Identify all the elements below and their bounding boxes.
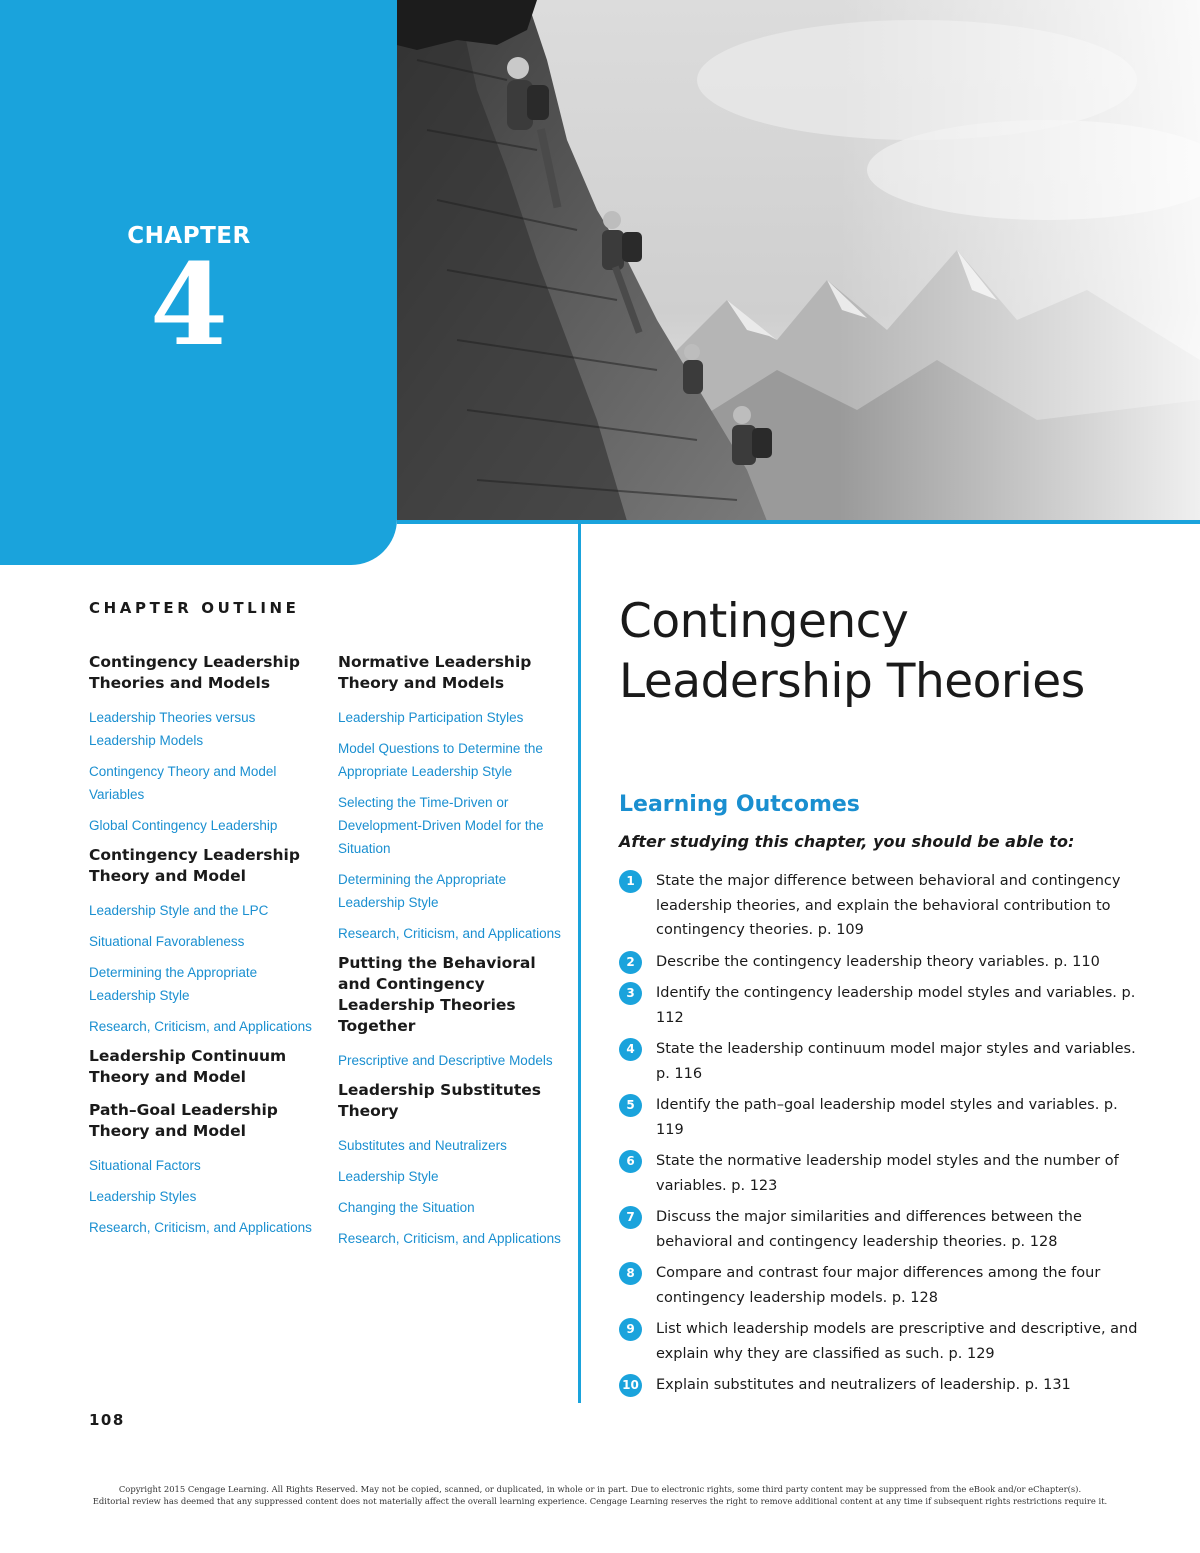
learning-outcome-item — [619, 1317, 1139, 1366]
outline-column-2 — [338, 652, 568, 1258]
outline-heading: CHAPTER OUTLINE — [89, 599, 300, 617]
outcome-number-badge: 3 — [619, 982, 642, 1005]
outline-subitem[interactable]: Research, Criticism, and Applications — [338, 926, 561, 941]
chapter-photo — [397, 0, 1200, 521]
chapter-label: CHAPTER — [127, 223, 251, 249]
chapter-title — [619, 592, 1085, 712]
learning-outcome-item — [619, 1373, 1139, 1398]
chapter-title-line-1: Contingency — [619, 594, 909, 649]
learning-outcome-item — [619, 950, 1139, 975]
outline-subitem[interactable]: Research, Criticism, and Applications — [338, 1231, 561, 1246]
outline-subitem[interactable]: Leadership Style — [338, 1169, 439, 1184]
outline-heading-item: Leadership Substitutes Theory — [338, 1081, 541, 1120]
outcome-text: State the major difference between behavioral and contingency leadership theories, and explain the behavioral contribution to contingency theories. p. 109 — [656, 873, 1121, 938]
outline-heading-item: Normative Leadership Theory and Models — [338, 653, 532, 692]
outline-heading-item: Contingency Leadership Theories and Models — [89, 653, 300, 692]
outcome-number-badge: 7 — [619, 1206, 642, 1229]
outline-subitem[interactable]: Situational Factors — [89, 1158, 201, 1173]
page-number: 108 — [89, 1411, 125, 1429]
outline-subitem[interactable]: Prescriptive and Descriptive Models — [338, 1053, 553, 1068]
outline-subitem[interactable]: Leadership Style and the LPC — [89, 903, 269, 918]
outcome-text: Describe the contingency leadership theory variables. p. 110 — [656, 953, 1100, 970]
learning-outcome-item — [619, 1261, 1139, 1310]
learning-outcome-item — [619, 1205, 1139, 1254]
outcome-number-badge: 2 — [619, 951, 642, 974]
outline-heading-item: Leadership Continuum Theory and Model — [89, 1047, 287, 1086]
outline-subitem[interactable]: Leadership Participation Styles — [338, 710, 524, 725]
outline-subitem[interactable]: Contingency Theory and Model Variables — [89, 764, 277, 802]
learning-outcome-item — [619, 869, 1139, 943]
outline-subitem[interactable]: Determining the Appropriate Leadership Style — [338, 872, 507, 910]
outcome-text: Explain substitutes and neutralizers of leadership. p. 131 — [656, 1377, 1071, 1393]
outline-subitem[interactable]: Leadership Styles — [89, 1189, 197, 1204]
outcome-text: Identify the path–goal leadership model styles and variables. p. 119 — [656, 1097, 1118, 1138]
copyright-line-1: Copyright 2015 Cengage Learning. All Rights Reserved. May not be copied, scanned, or duplicated, in whole or in part. Due to electronic rights, some third party content may be suppressed from the eBook and/or eChapter(s). — [118, 1484, 1082, 1494]
outcome-text: Compare and contrast four major differences among the four contingency leadership models. p. 128 — [656, 1265, 1101, 1306]
outline-subitem[interactable]: Leadership Theories versus Leadership Models — [89, 710, 256, 748]
outcome-number-badge: 9 — [619, 1318, 642, 1341]
learning-outcomes-list — [619, 869, 1139, 1405]
outcome-number-badge: 8 — [619, 1262, 642, 1285]
chapter-block — [0, 0, 397, 565]
outline-subitem[interactable]: Research, Criticism, and Applications — [89, 1019, 312, 1034]
outline-heading-item: Path–Goal Leadership Theory and Model — [89, 1101, 278, 1140]
outline-column-1 — [89, 652, 324, 1247]
learning-outcome-item — [619, 1037, 1139, 1086]
learning-outcomes-intro: After studying this chapter, you should be able to: — [619, 832, 1075, 851]
outline-subitem[interactable]: Substitutes and Neutralizers — [338, 1138, 507, 1153]
learning-outcomes-heading: Learning Outcomes — [619, 792, 860, 817]
outcome-text: Identify the contingency leadership model styles and variables. p. 112 — [656, 985, 1136, 1026]
outcome-text: State the leadership continuum model major styles and variables. p. 116 — [656, 1041, 1136, 1082]
column-divider-rule — [578, 524, 581, 1403]
outline-subitem[interactable]: Situational Favorableness — [89, 934, 245, 949]
outcome-number-badge: 5 — [619, 1094, 642, 1117]
chapter-number: 4 — [150, 240, 228, 371]
learning-outcome-item — [619, 1149, 1139, 1198]
outcome-text: State the normative leadership model styles and the number of variables. p. 123 — [656, 1153, 1119, 1194]
copyright-line-2: Editorial review has deemed that any suppressed content does not materially affect the overall learning experience. Cengage Learning reserves the right to remove additional content at any time if subsequent rights restrictions require it. — [92, 1496, 1108, 1506]
copyright-notice — [60, 1483, 1140, 1507]
outcome-number-badge: 6 — [619, 1150, 642, 1173]
outline-subitem[interactable]: Determining the Appropriate Leadership Style — [89, 965, 258, 1003]
photo-divider-rule — [397, 520, 1200, 524]
learning-outcome-item — [619, 981, 1139, 1030]
outcome-number-badge: 4 — [619, 1038, 642, 1061]
outcome-text: List which leadership models are prescriptive and descriptive, and explain why they are classified as such. p. 129 — [656, 1321, 1138, 1362]
outline-subitem[interactable]: Global Contingency Leadership — [89, 818, 278, 833]
outline-heading-item: Putting the Behavioral and Contingency Leadership Theories Together — [338, 954, 536, 1035]
outline-subitem[interactable]: Selecting the Time-Driven or Development-Driven Model for the Situation — [338, 795, 544, 856]
outcome-text: Discuss the major similarities and differences between the behavioral and contingency leadership theories. p. 128 — [656, 1209, 1082, 1250]
outcome-number-badge: 1 — [619, 870, 642, 893]
chapter-title-line-2: Leadership Theories — [619, 654, 1085, 709]
outline-heading-item: Contingency Leadership Theory and Model — [89, 846, 300, 885]
learning-outcome-item — [619, 1093, 1139, 1142]
outcome-number-badge: 10 — [619, 1374, 642, 1397]
outline-subitem[interactable]: Research, Criticism, and Applications — [89, 1220, 312, 1235]
outline-subitem[interactable]: Model Questions to Determine the Appropriate Leadership Style — [338, 741, 543, 779]
outline-subitem[interactable]: Changing the Situation — [338, 1200, 475, 1215]
